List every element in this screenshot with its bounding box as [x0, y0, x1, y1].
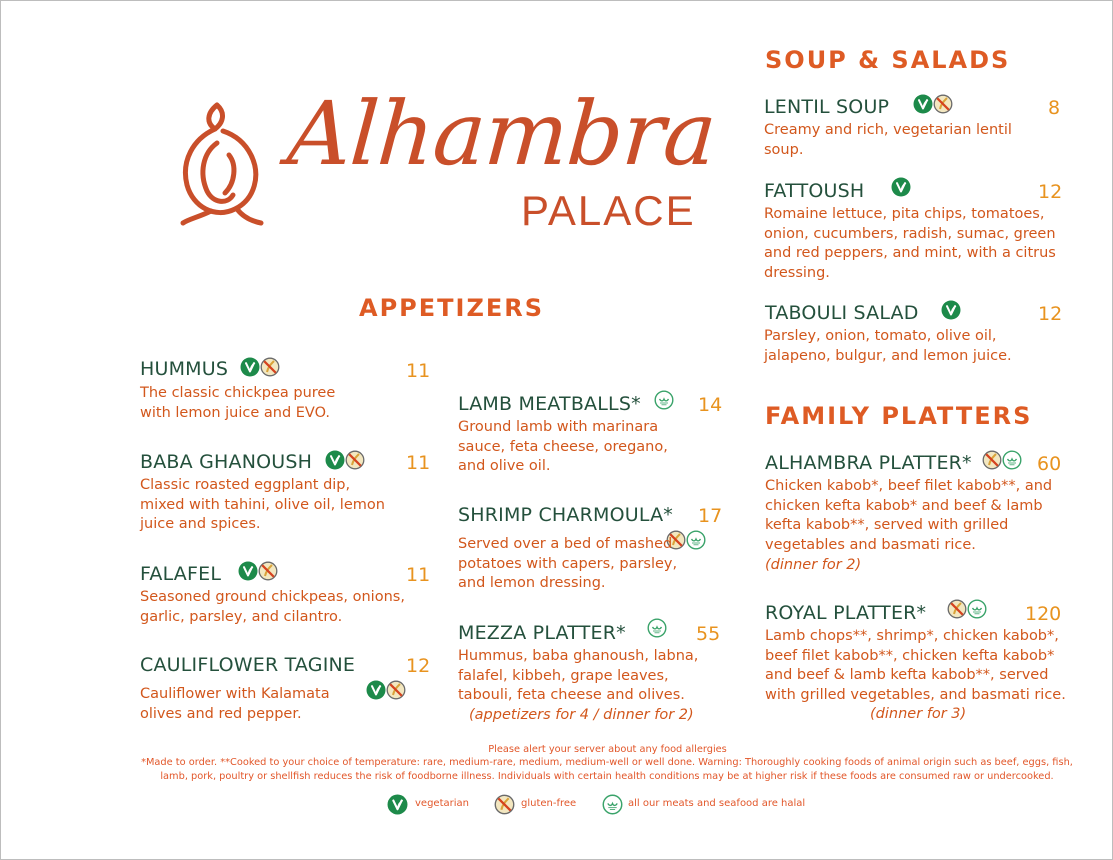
falafel-price: 11 [406, 564, 431, 586]
vegetarian-icon [325, 450, 345, 470]
legend-halal: all our meats and seafood are halal [628, 798, 806, 809]
lentil-soup-diet-icons [913, 94, 953, 114]
fattoush-name: FATTOUSH [764, 180, 865, 202]
diet-legend [387, 794, 807, 816]
hummus-description: The classic chickpea puree with lemon juice and EVO. [140, 385, 336, 421]
alhambra-platter-diet-icons [982, 450, 1022, 470]
hummus-price: 11 [406, 360, 431, 382]
vegetarian-icon [891, 177, 911, 197]
halal-icon [654, 390, 674, 410]
royal-platter-diet-icons [947, 599, 987, 619]
gluten-free-icon [494, 794, 515, 815]
fattoush-price: 12 [1038, 181, 1063, 203]
allergy-notice: Please alert your server about any food allergies [488, 744, 727, 755]
lentil-soup-price: 8 [1048, 97, 1061, 119]
shrimp-charmoula-price: 17 [698, 505, 723, 527]
hummus-diet-icons [240, 357, 280, 377]
alhambra-platter-name: ALHAMBRA PLATTER* [765, 452, 972, 474]
mezza-platter-price: 55 [696, 623, 721, 645]
gluten-free-icon [260, 357, 280, 377]
alhambra-platter-price: 60 [1037, 453, 1062, 475]
baba-ghanoush-description: Classic roasted eggplant dip, mixed with tahini, olive oil, lemon juice and spices. [140, 477, 385, 533]
gluten-free-icon [947, 599, 967, 619]
tabouli-salad-price: 12 [1038, 303, 1063, 325]
vegetarian-icon [913, 94, 933, 114]
legend-gluten-free: gluten-free [521, 798, 577, 809]
food-safety-disclaimer: *Made to order. **Cooked to your choice of temperature: rare, medium-rare, medium, medium-well or well done. Warning: Thoroughly cooking foods of animal origin such as beef, eggs, fish, lamb, pork, poultry or shellfish reduces the risk of foodborne illness. Individuals with certain health conditions may be at higher risk if these foods are consumed raw or undercooked. [141, 757, 1073, 782]
palace-emblem-icon [177, 99, 267, 231]
fattoush-description: Romaine lettuce, pita chips, tomatoes, onion, cucumbers, radish, sumac, green and red peppers, and mint, with a citrus dressing. [764, 206, 1056, 281]
royal-platter-description: Lamb chops**, shrimp*, chicken kabob*, beef filet kabob**, chicken kefta kabob* and beef & lamb kefta kabob**, served with grilled vegetables, and basmati rice. [765, 628, 1066, 703]
tabouli-salad-name: TABOULI SALAD [765, 302, 919, 324]
gluten-free-icon [933, 94, 953, 114]
brand-sub-name: PALACE [521, 187, 696, 234]
lamb-meatballs-diet-icons [654, 390, 674, 410]
shrimp-charmoula-description: Served over a bed of mashed potatoes with capers, parsley, and lemon dressing. [458, 536, 678, 592]
gluten-free-icon [386, 680, 406, 700]
halal-icon [602, 794, 623, 815]
mezza-platter-description: Hummus, baba ghanoush, labna, falafel, kibbeh, grape leaves, tabouli, feta cheese and olives. [458, 648, 699, 704]
lentil-soup-description: Creamy and rich, vegetarian lentil soup. [764, 122, 1012, 158]
halal-icon [1002, 450, 1022, 470]
gluten-free-icon [982, 450, 1002, 470]
appetizers-heading: APPETIZERS [359, 294, 545, 322]
baba-ghanoush-price: 11 [406, 452, 431, 474]
tabouli-salad-description: Parsley, onion, tomato, olive oil, jalapeno, bulgur, and lemon juice. [764, 328, 1012, 364]
fattoush-diet-icons [891, 177, 911, 197]
vegetarian-icon [238, 561, 258, 581]
baba-ghanoush-name: BABA GHANOUSH [140, 451, 313, 473]
hummus-name: HUMMUS [140, 358, 229, 380]
royal-platter-price: 120 [1025, 603, 1062, 625]
lamb-meatballs-description: Ground lamb with marinara sauce, feta cheese, oregano, and olive oil. [458, 419, 668, 475]
vegetarian-icon [366, 680, 386, 700]
baba-ghanoush-diet-icons [325, 450, 365, 470]
royal-platter-name: ROYAL PLATTER* [765, 602, 927, 624]
brand-script-name: Alhambra [284, 82, 719, 185]
tabouli-salad-diet-icons [941, 300, 961, 320]
halal-icon [967, 599, 987, 619]
mezza-platter-name: MEZZA PLATTER* [458, 622, 626, 644]
alhambra-platter-serving-note: (dinner for 2) [765, 557, 862, 573]
cauliflower-tagine-price: 12 [406, 655, 431, 677]
gluten-free-icon [258, 561, 278, 581]
lentil-soup-name: LENTIL SOUP [764, 96, 890, 118]
cauliflower-tagine-name: CAULIFLOWER TAGINE [140, 654, 356, 676]
vegetarian-icon [240, 357, 260, 377]
mezza-platter-diet-icons [647, 618, 667, 638]
cauliflower-tagine-diet-icons [366, 680, 406, 700]
falafel-description: Seasoned ground chickpeas, onions, garlic, parsley, and cilantro. [140, 589, 405, 625]
restaurant-logo [173, 82, 719, 243]
royal-platter-serving-note: (dinner for 3) [870, 706, 967, 722]
falafel-name: FALAFEL [140, 563, 222, 585]
gluten-free-icon [345, 450, 365, 470]
family-platters-heading: FAMILY PLATTERS [765, 402, 1033, 430]
shrimp-charmoula-name: SHRIMP CHARMOULA* [458, 504, 673, 526]
vegetarian-icon [941, 300, 961, 320]
vegetarian-icon [387, 794, 408, 815]
halal-icon [647, 618, 667, 638]
alhambra-platter-description: Chicken kabob*, beef filet kabob**, and chicken kefta kabob* and beef & lamb kefta kabob**, served with grilled vegetables and basmati rice. [765, 478, 1053, 553]
lamb-meatballs-price: 14 [698, 394, 723, 416]
lamb-meatballs-name: LAMB MEATBALLS* [458, 393, 641, 415]
soup-salads-heading: SOUP & SALADS [765, 46, 1011, 74]
legend-vegetarian: vegetarian [415, 798, 469, 809]
falafel-diet-icons [238, 561, 278, 581]
cauliflower-tagine-description: Cauliflower with Kalamata olives and red pepper. [140, 686, 330, 722]
mezza-platter-serving-note: (appetizers for 4 / dinner for 2) [469, 707, 694, 723]
